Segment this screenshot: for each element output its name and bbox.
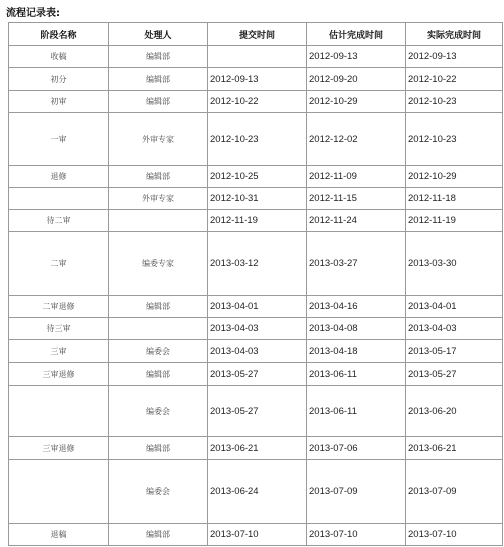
table-row bbox=[9, 340, 503, 363]
actual-cell: 2012-10-23 bbox=[406, 91, 503, 113]
table-row bbox=[9, 91, 503, 113]
stage-cell: 二审 bbox=[9, 232, 109, 296]
stage-cell: 待三审 bbox=[9, 318, 109, 340]
actual-cell: 2013-06-21 bbox=[406, 437, 503, 460]
header-estimated: 估计完成时间 bbox=[307, 23, 406, 46]
submitted-cell: 2012-11-19 bbox=[208, 210, 307, 232]
submitted-cell: 2012-10-22 bbox=[208, 91, 307, 113]
stage-cell bbox=[9, 386, 109, 437]
estimated-cell: 2013-06-11 bbox=[307, 363, 406, 386]
submitted-cell: 2013-07-10 bbox=[208, 524, 307, 546]
handler-cell bbox=[109, 318, 208, 340]
handler-cell bbox=[109, 210, 208, 232]
table-row bbox=[9, 188, 503, 210]
submitted-cell bbox=[208, 46, 307, 68]
submitted-cell: 2013-06-24 bbox=[208, 460, 307, 524]
handler-cell: 编委会 bbox=[109, 460, 208, 524]
stage-cell: 三审退修 bbox=[9, 363, 109, 386]
submitted-cell: 2013-04-03 bbox=[208, 340, 307, 363]
estimated-cell: 2012-11-09 bbox=[307, 166, 406, 188]
submitted-cell: 2012-10-31 bbox=[208, 188, 307, 210]
handler-cell: 编委会 bbox=[109, 340, 208, 363]
stage-cell: 待二审 bbox=[9, 210, 109, 232]
actual-cell: 2012-09-13 bbox=[406, 46, 503, 68]
estimated-cell: 2013-04-08 bbox=[307, 318, 406, 340]
submitted-cell: 2012-09-13 bbox=[208, 68, 307, 91]
actual-cell: 2012-10-23 bbox=[406, 113, 503, 166]
table-row bbox=[9, 210, 503, 232]
handler-cell: 编委会 bbox=[109, 386, 208, 437]
handler-cell: 编辑部 bbox=[109, 363, 208, 386]
stage-cell bbox=[9, 460, 109, 524]
estimated-cell: 2012-11-15 bbox=[307, 188, 406, 210]
estimated-cell: 2013-07-10 bbox=[307, 524, 406, 546]
header-row bbox=[9, 23, 503, 46]
handler-cell: 编辑部 bbox=[109, 68, 208, 91]
estimated-cell: 2012-11-24 bbox=[307, 210, 406, 232]
actual-cell: 2013-05-27 bbox=[406, 363, 503, 386]
actual-cell: 2013-04-03 bbox=[406, 318, 503, 340]
handler-cell: 外审专家 bbox=[109, 188, 208, 210]
submitted-cell: 2012-10-23 bbox=[208, 113, 307, 166]
submitted-cell: 2013-05-27 bbox=[208, 386, 307, 437]
process-record-table bbox=[8, 22, 503, 546]
table-caption: 流程记录表: bbox=[6, 8, 60, 19]
stage-cell: 三审 bbox=[9, 340, 109, 363]
submitted-cell: 2013-03-12 bbox=[208, 232, 307, 296]
stage-cell bbox=[9, 188, 109, 210]
actual-cell: 2012-11-18 bbox=[406, 188, 503, 210]
handler-cell: 编辑部 bbox=[109, 166, 208, 188]
stage-cell: 退修 bbox=[9, 166, 109, 188]
stage-cell: 退稿 bbox=[9, 524, 109, 546]
table-row bbox=[9, 437, 503, 460]
stage-cell: 二审退修 bbox=[9, 296, 109, 318]
table-row bbox=[9, 363, 503, 386]
stage-cell: 一审 bbox=[9, 113, 109, 166]
actual-cell: 2013-05-17 bbox=[406, 340, 503, 363]
estimated-cell: 2012-10-29 bbox=[307, 91, 406, 113]
stage-cell: 初分 bbox=[9, 68, 109, 91]
handler-cell: 编辑部 bbox=[109, 46, 208, 68]
table-row bbox=[9, 524, 503, 546]
handler-cell: 编辑部 bbox=[109, 524, 208, 546]
estimated-cell: 2013-07-09 bbox=[307, 460, 406, 524]
table-row bbox=[9, 318, 503, 340]
estimated-cell: 2012-09-20 bbox=[307, 68, 406, 91]
stage-cell: 收稿 bbox=[9, 46, 109, 68]
actual-cell: 2012-10-22 bbox=[406, 68, 503, 91]
table-row bbox=[9, 296, 503, 318]
actual-cell: 2013-07-10 bbox=[406, 524, 503, 546]
stage-cell: 初审 bbox=[9, 91, 109, 113]
header-stage: 阶段名称 bbox=[9, 23, 109, 46]
header-submitted: 提交时间 bbox=[208, 23, 307, 46]
estimated-cell: 2013-04-16 bbox=[307, 296, 406, 318]
header-handler: 处理人 bbox=[109, 23, 208, 46]
actual-cell: 2012-10-29 bbox=[406, 166, 503, 188]
table-row bbox=[9, 232, 503, 296]
table-row bbox=[9, 113, 503, 166]
actual-cell: 2013-04-01 bbox=[406, 296, 503, 318]
actual-cell: 2013-06-20 bbox=[406, 386, 503, 437]
submitted-cell: 2013-05-27 bbox=[208, 363, 307, 386]
estimated-cell: 2013-03-27 bbox=[307, 232, 406, 296]
submitted-cell: 2013-06-21 bbox=[208, 437, 307, 460]
estimated-cell: 2012-09-13 bbox=[307, 46, 406, 68]
actual-cell: 2013-03-30 bbox=[406, 232, 503, 296]
header-actual: 实际完成时间 bbox=[406, 23, 503, 46]
handler-cell: 编辑部 bbox=[109, 437, 208, 460]
actual-cell: 2012-11-19 bbox=[406, 210, 503, 232]
table-row bbox=[9, 166, 503, 188]
submitted-cell: 2012-10-25 bbox=[208, 166, 307, 188]
table-row bbox=[9, 46, 503, 68]
estimated-cell: 2013-06-11 bbox=[307, 386, 406, 437]
submitted-cell: 2013-04-01 bbox=[208, 296, 307, 318]
handler-cell: 编委专家 bbox=[109, 232, 208, 296]
stage-cell: 三审退修 bbox=[9, 437, 109, 460]
actual-cell: 2013-07-09 bbox=[406, 460, 503, 524]
table-row bbox=[9, 386, 503, 437]
estimated-cell: 2013-04-18 bbox=[307, 340, 406, 363]
table-row bbox=[9, 460, 503, 524]
submitted-cell: 2013-04-03 bbox=[208, 318, 307, 340]
estimated-cell: 2013-07-06 bbox=[307, 437, 406, 460]
handler-cell: 编辑部 bbox=[109, 91, 208, 113]
handler-cell: 编辑部 bbox=[109, 296, 208, 318]
table-row bbox=[9, 68, 503, 91]
handler-cell: 外审专家 bbox=[109, 113, 208, 166]
estimated-cell: 2012-12-02 bbox=[307, 113, 406, 166]
